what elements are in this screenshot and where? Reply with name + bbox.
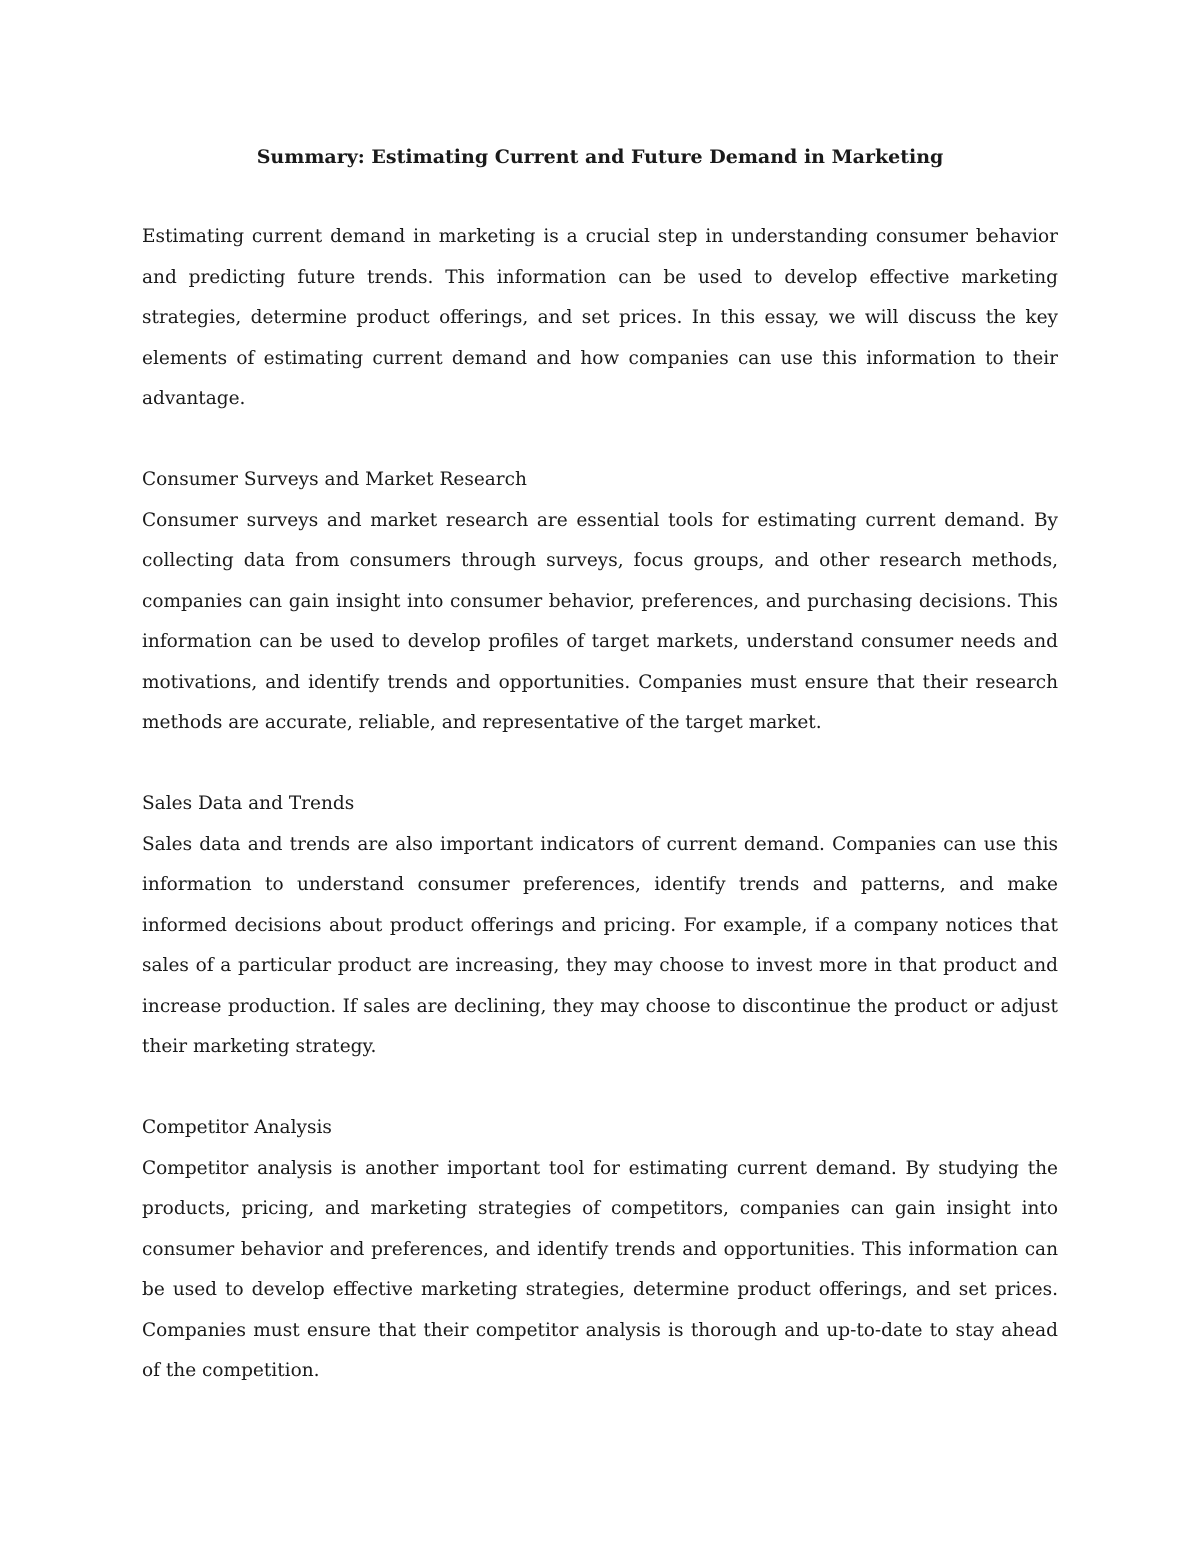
section-body: Competitor analysis is another important tool for estimating current demand. By studying the products, pricing, and marketing strategies of competitors, companies can gain insight into consumer behavior and preferences, and identify trends and opportunities. This information can be used to develop effective marketing strategies, determine product offerings, and set prices. Companies must ensure that their competitor analysis is thorough and up-to-date to stay ahead of the competition. <box>142 1157 1058 1381</box>
section-heading: Competitor Analysis <box>142 1117 332 1138</box>
document-content <box>142 137 1058 1432</box>
section-sales-data <box>142 784 1058 1068</box>
section-heading: Sales Data and Trends <box>142 793 355 814</box>
intro-paragraph: Estimating current demand in marketing is a crucial step in understanding consumer behavior and predicting future trends. This information can be used to develop effective marketing strategies, determine product offerings, and set prices. In this essay, we will discuss the key elements of estimating current demand and how companies can use this information to their advantage. <box>142 226 1058 409</box>
section-body: Sales data and trends are also important indicators of current demand. Companies can use this information to understand consumer preferences, identify trends and patterns, and make informed decisions about product offerings and pricing. For example, if a company notices that sales of a particular product are increasing, they may choose to invest more in that product and increase production. If sales are declining, they may choose to discontinue the product or adjust their marketing strategy. <box>142 833 1058 1057</box>
section-heading: Consumer Surveys and Market Research <box>142 469 527 490</box>
section-consumer-surveys <box>142 460 1058 744</box>
section-competitor-analysis <box>142 1108 1058 1392</box>
document-title: Summary: Estimating Current and Future Demand in Marketing <box>256 146 944 168</box>
section-body: Consumer surveys and market research are essential tools for estimating current demand. By collecting data from consumers through surveys, focus groups, and other research methods, companies can gain insight into consumer behavior, preferences, and purchasing decisions. This information can be used to develop profiles of target markets, understand consumer needs and motivations, and identify trends and opportunities. Companies must ensure that their research methods are accurate, reliable, and representative of the target market. <box>142 509 1058 733</box>
